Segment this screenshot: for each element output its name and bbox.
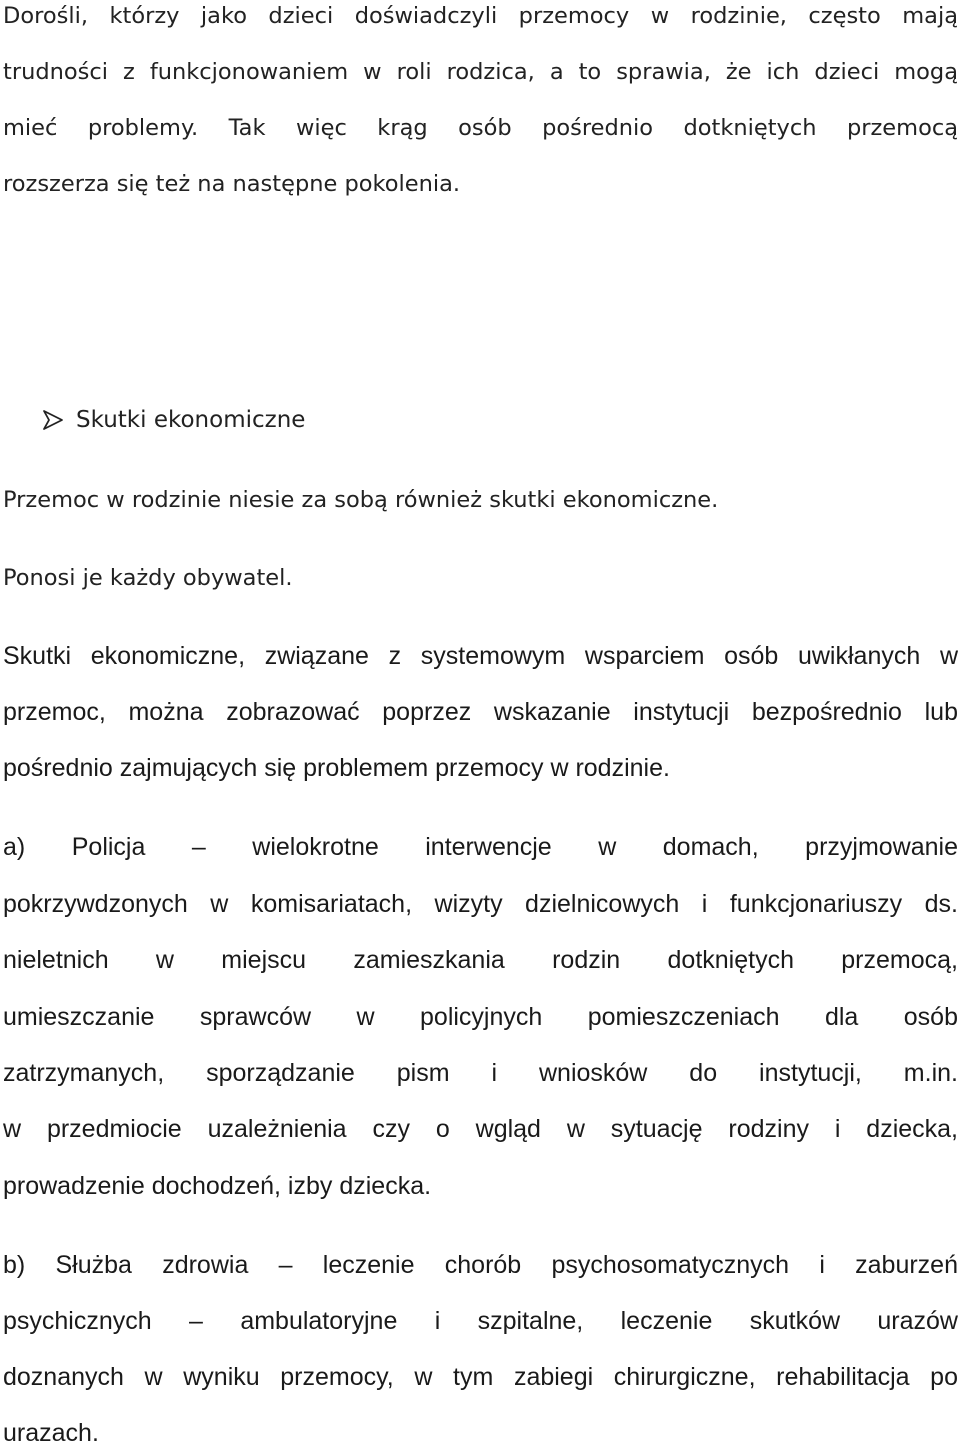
intro-line-3: mieć problemy. Tak więc krąg osób pośrednio dotkniętych przemocą (3, 115, 958, 141)
heading-text: Skutki ekonomiczne (76, 407, 306, 433)
health-line-1: b) Służba zdrowia – leczenie chorób psychosomatycznych i zaburzeń (3, 1251, 958, 1279)
police-line-5: zatrzymanych, sporządzanie pism i wniosków do instytucji, m.in. (3, 1059, 958, 1087)
econ-para-line-1: Skutki ekonomiczne, związane z systemowym wsparciem osób uwikłanych w (3, 642, 958, 670)
arrow-bullet-icon (42, 409, 64, 431)
health-line-4: urazach. (3, 1419, 99, 1447)
police-line-3: nieletnich w miejscu zamieszkania rodzin dotkniętych przemocą, (3, 946, 958, 974)
intro-line-1: Dorośli, którzy jako dzieci doświadczyli przemocy w rodzinie, często mają (3, 3, 958, 29)
econ-para-line-2: przemoc, można zobrazować poprzez wskazanie instytucji bezpośrednio lub (3, 698, 958, 726)
intro-line-2: trudności z funkcjonowaniem w roli rodzica, a to sprawia, że ich dzieci mogą (3, 59, 958, 85)
health-line-2: psychicznych – ambulatoryjne i szpitalne, leczenie skutków urazów (3, 1307, 958, 1335)
econ-sentence-1: Przemoc w rodzinie niesie za sobą również skutki ekonomiczne. (3, 487, 719, 513)
health-line-3: doznanych w wyniku przemocy, w tym zabiegi chirurgiczne, rehabilitacja po (3, 1363, 958, 1391)
section-heading (42, 402, 305, 438)
police-line-4: umieszczanie sprawców w policyjnych pomieszczeniach dla osób (3, 1003, 958, 1031)
econ-sentence-2: Ponosi je każdy obywatel. (3, 565, 293, 591)
police-line-1: a) Policja – wielokrotne interwencje w domach, przyjmowanie (3, 833, 958, 861)
police-line-6: w przedmiocie uzależnienia czy o wgląd w sytuację rodziny i dziecka, (3, 1115, 958, 1143)
econ-para-line-3: pośrednio zajmujących się problemem przemocy w rodzinie. (3, 754, 670, 782)
police-line-7: prowadzenie dochodzeń, izby dziecka. (3, 1172, 432, 1200)
police-line-2: pokrzywdzonych w komisariatach, wizyty dzielnicowych i funkcjonariuszy ds. (3, 890, 958, 918)
intro-line-4: rozszerza się też na następne pokolenia. (3, 171, 461, 197)
